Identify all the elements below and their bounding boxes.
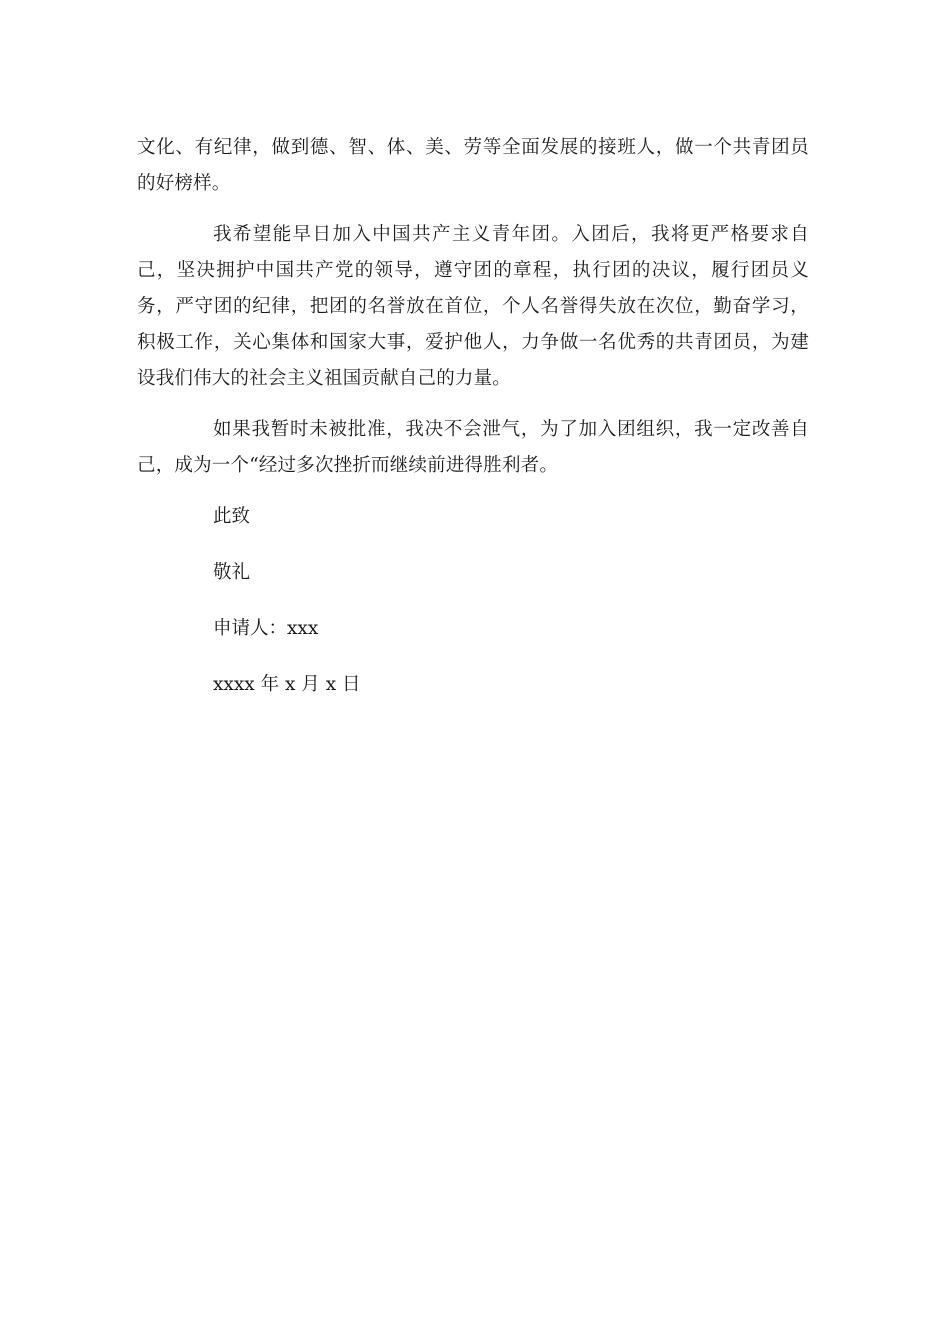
paragraph-continuation: 文化、有纪律，做到德、智、体、美、劳等全面发展的接班人，做一个共青团员的好榜样。 [137,137,809,194]
paragraph-resolve: 如果我暂时未被批准，我决不会泄气，为了加入团组织，我一定改善自己，成为一个“经过多次挫折而继续前进得胜利者。 [137,419,809,476]
letter-body [137,130,809,703]
paragraph-commitment: 我希望能早日加入中国共产主义青年团。入团后，我将更严格要求自己，坚决拥护中国共产党的领导，遵守团的章程，执行团的决议，履行团员义务，严守团的纪律，把团的名誉放在首位，个人名誉得失放在次位，勤奋学习，积极工作，关心集体和国家大事，爱护他人，力争做一名优秀的共青团员，为建设我们伟大的社会主义祖国贡献自己的力量。 [137,224,809,389]
closing-salutation: 此致 [213,506,251,527]
letter-date: xxxx 年 x 月 x 日 [213,674,361,695]
closing-regards: 敬礼 [213,562,251,583]
applicant-signature: 申请人：xxx [213,618,319,639]
